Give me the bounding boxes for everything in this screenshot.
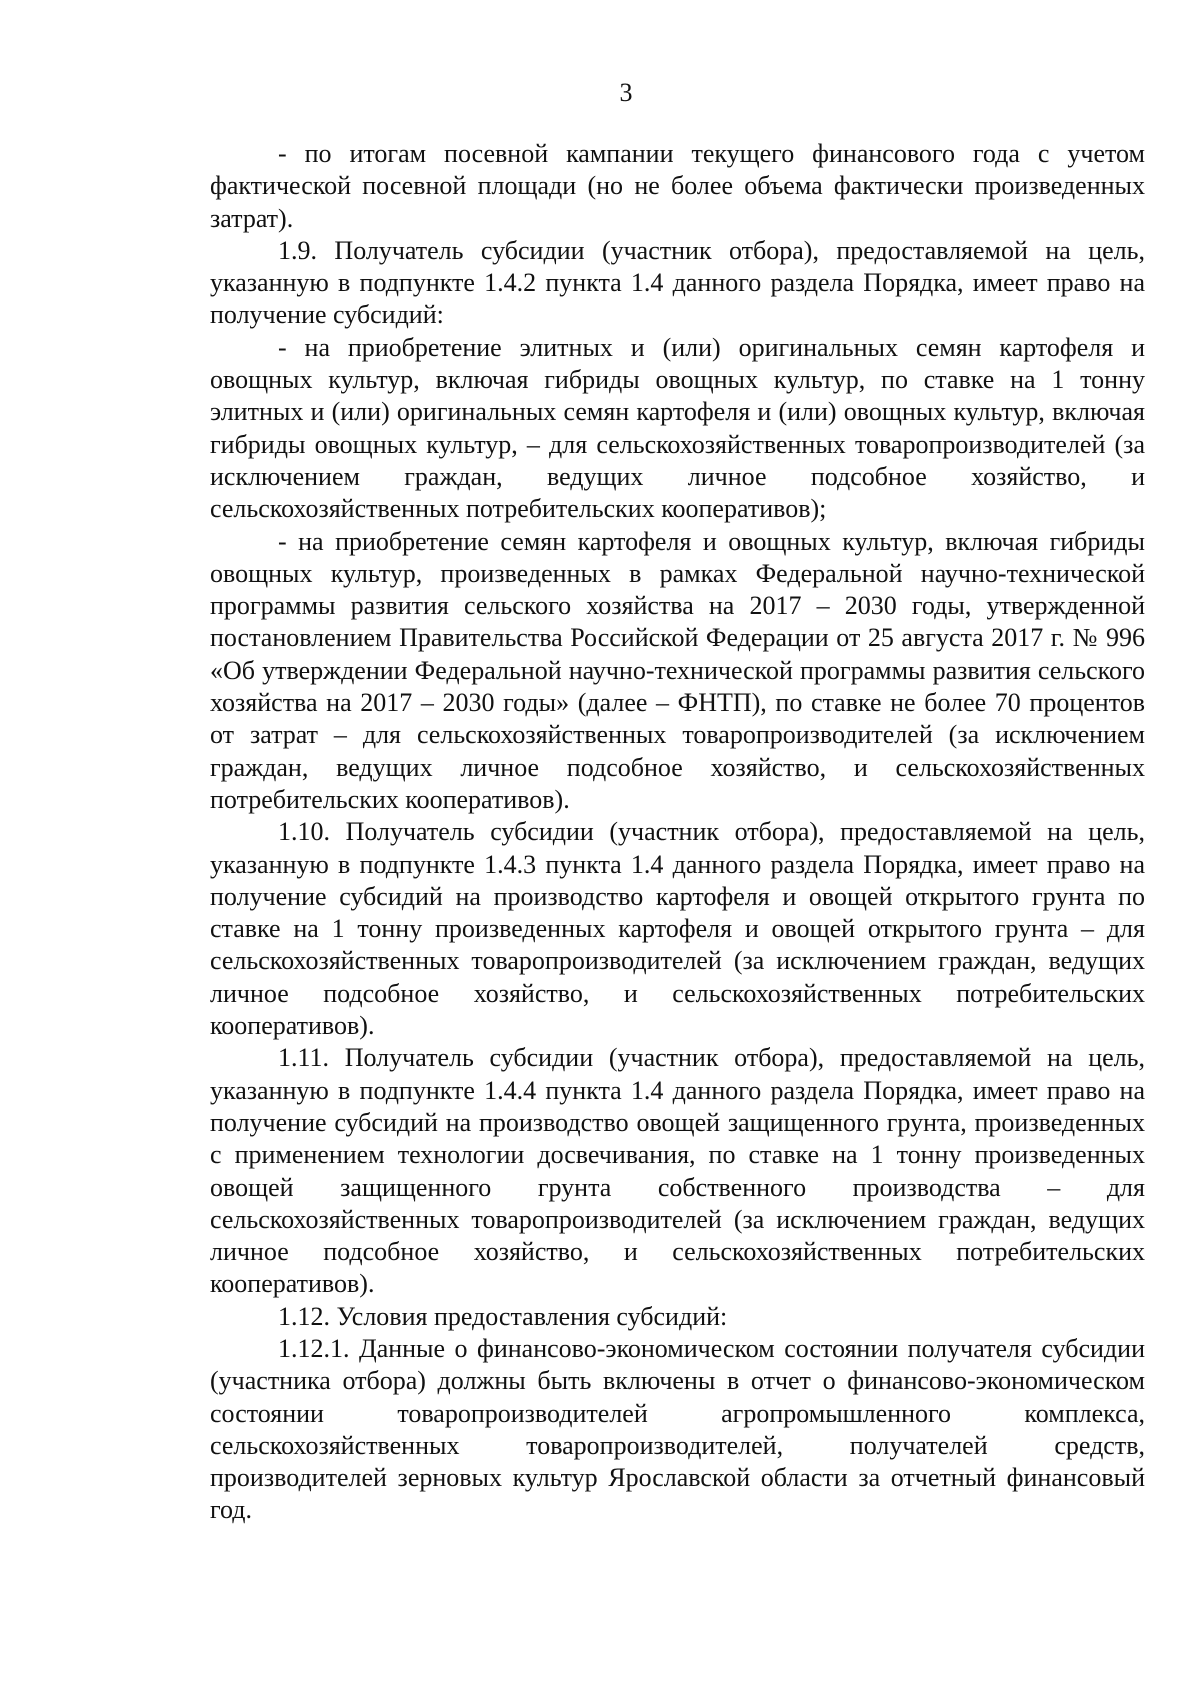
- paragraph-1-12-1: 1.12.1. Данные о финансово-экономическом состоянии получателя субсидии (участника отбора) должны быть включены в отчет о финансово-экономическом состоянии товаропроизводителей агропромышленного комплекса, сельскохозяйственных товаропроизводителей, получателей средств, производителей зерновых культур Ярославской области за отчетный финансовый год.: [210, 1333, 1145, 1525]
- document-body: [210, 138, 1145, 1527]
- paragraph-elite-seeds: - на приобретение элитных и (или) оригинальных семян картофеля и овощных культур, включая гибриды овощных культур, по ставке на 1 тонну элитных и (или) оригинальных семян картофеля и (или) овощных культур, включая гибриды овощных культур, – для сельскохозяйственных товаропроизводителей (за исключением граждан, ведущих личное подсобное хозяйство, и сельскохозяйственных потребительских кооперативов);: [210, 332, 1145, 524]
- paragraph-1-12: 1.12. Условия предоставления субсидий:: [278, 1301, 728, 1331]
- paragraph-sowing-campaign: - по итогам посевной кампании текущего финансового года с учетом фактической посевной площади (но не более объема фактически произведенных затрат).: [210, 139, 1145, 233]
- paragraph-1-9: 1.9. Получатель субсидии (участник отбора), предоставляемой на цель, указанную в подпункте 1.4.2 пункта 1.4 данного раздела Порядка, имеет право на получение субсидий:: [210, 235, 1145, 330]
- paragraph-1-11: 1.11. Получатель субсидии (участник отбора), предоставляемой на цель, указанную в подпункте 1.4.4 пункта 1.4 данного раздела Порядка, имеет право на получение субсидий на производство овощей защищенного грунта, произведенных с применением технологии досвечивания, по ставке на 1 тонну произведенных овощей защищенного грунта собственного производства – для сельскохозяйственных товаропроизводителей (за исключением граждан, ведущих личное подсобное хозяйство, и сельскохозяйственных потребительских кооперативов).: [210, 1043, 1145, 1299]
- paragraph-fntp-seeds: - на приобретение семян картофеля и овощных культур, включая гибриды овощных культур, произведенных в рамках Федеральной научно-технической программы развития сельского хозяйства на 2017 – 2030 годы, утвержденной постановлением Правительства Российской Федерации от 25 августа 2017 г. № 996 «Об утверждении Федеральной научно-технической программы развития сельского хозяйства на 2017 – 2030 годы» (далее – ФНТП), по ставке не более 70 процентов от затрат – для сельскохозяйственных товаропроизводителей (за исключением граждан, ведущих личное подсобное хозяйство, и сельскохозяйственных потребительских кооперативов).: [210, 526, 1145, 814]
- page-number: 3: [619, 78, 633, 107]
- paragraph-1-10: 1.10. Получатель субсидии (участник отбора), предоставляемой на цель, указанную в подпункте 1.4.3 пункта 1.4 данного раздела Порядка, имеет право на получение субсидий на производство картофеля и овощей открытого грунта по ставке на 1 тонну произведенных картофеля и овощей открытого грунта – для сельскохозяйственных товаропроизводителей (за исключением граждан, ведущих личное подсобное хозяйство, и сельскохозяйственных потребительских кооперативов).: [210, 817, 1145, 1041]
